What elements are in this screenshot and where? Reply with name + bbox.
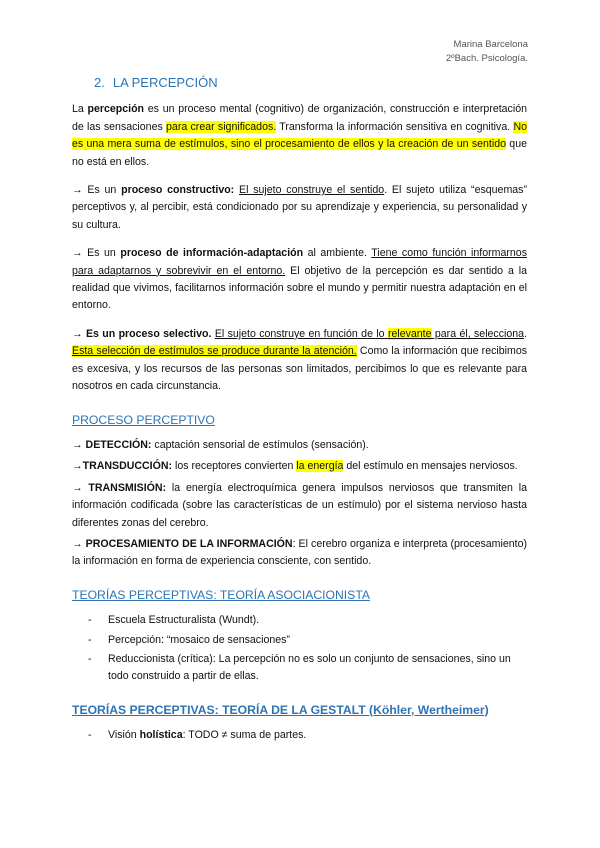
paragraph-text: → Es un: [72, 247, 121, 260]
selective-paragraph: [72, 326, 527, 396]
section-title-text: LA PERCEPCIÓN: [112, 75, 218, 90]
paragraph-term: → Es un proceso selectivo.: [72, 327, 212, 340]
dash-bullet: -: [88, 633, 92, 646]
list-item: [72, 632, 527, 649]
intro-term: percepción: [87, 103, 145, 116]
dash-bullet: -: [88, 614, 92, 627]
step-label: →TRANSDUCCIÓN:: [72, 460, 173, 473]
dash-bullet: -: [88, 652, 92, 665]
course-name: 2ºBach. Psicología.: [445, 53, 528, 64]
paragraph-underline: Tiene como función informarnos para adaptarnos y sobrevivir en el entorno.: [72, 247, 527, 277]
gestalt-heading: TEORÍAS PERCEPTIVAS: TEORÍA DE LA GESTALT (Köhler, Wertheimer): [72, 702, 489, 717]
intro-text: Transforma la información sensitiva en cognitiva.: [276, 120, 514, 133]
step-highlight: la energía: [296, 460, 344, 473]
document-body: [72, 74, 527, 751]
paragraph-underline: El sujeto construye el sentido: [239, 184, 385, 197]
step-label: → DETECCIÓN:: [72, 438, 152, 451]
intro-highlight: sentido: [471, 138, 506, 151]
paragraph-text: → Es un: [72, 184, 122, 197]
step-deteccion: [72, 437, 527, 454]
step-transmision: [72, 480, 527, 532]
step-procesamiento: [72, 536, 527, 571]
list-item-text: Escuela Estructuralista (Wundt).: [108, 614, 260, 627]
list-item-text: : TODO ≠ suma de partes.: [182, 729, 307, 742]
intro-paragraph: [72, 101, 527, 171]
page-header: [446, 38, 528, 66]
paragraph-text: Como la información que recibimos es excesiva, y los recursos de las personas son limitados, percibimos lo que es relevante para nosotros en cada circunstancia.: [72, 345, 528, 393]
list-item-text: Reduccionista (crítica): La percepción no es solo un conjunto de sensaciones, sino un todo construido a partir de ellas.: [108, 652, 511, 683]
paragraph-underline: para él, selecciona: [431, 327, 525, 340]
intro-highlight: para crear significados.: [166, 120, 277, 133]
asociacionista-list: [72, 612, 527, 686]
paragraph-text: El objetivo de la percepción es dar sentido a la realidad que vivimos, facilitarnos información sobre el mundo y permitir nuestra adaptación en el entorno.: [72, 264, 527, 312]
paragraph-highlight: Esta selección de estímulos se produce durante la atención.: [72, 345, 357, 358]
list-item-term: holística: [139, 729, 183, 742]
paragraph-text: al ambiente.: [303, 247, 372, 260]
intro-text: que no está en ellos.: [72, 138, 527, 168]
paragraph-text: . El sujeto utiliza “esquemas” perceptivos y, al percibir, está condicionado por su aprendizaje y experiencia, su personalidad y su cultura.: [72, 184, 527, 231]
step-text: : El cerebro organiza e interpreta (procesamiento) la información en forma de experiencia consciente, con sentido.: [72, 537, 527, 568]
step-label: → TRANSMISIÓN:: [72, 481, 167, 494]
list-item: [72, 612, 527, 629]
section-number: 2.: [94, 75, 105, 90]
list-item: [72, 727, 527, 744]
paragraph-text: .: [524, 327, 528, 340]
step-text: captación sensorial de estímulos (sensación).: [151, 438, 369, 451]
intro-text: es un proceso mental (cognitivo) de organización, construcción e interpretación de las sensaciones: [72, 103, 527, 133]
proceso-heading: PROCESO PERCEPTIVO: [72, 412, 215, 427]
constructive-paragraph: [72, 182, 527, 234]
step-transduccion: [72, 458, 527, 475]
asociacionista-heading: TEORÍAS PERCEPTIVAS: TEORÍA ASOCIACIONISTA: [72, 587, 370, 602]
paragraph-highlight: relevante: [387, 327, 432, 340]
paragraph-underline: El sujeto construye en función de lo: [214, 327, 388, 340]
list-item: [72, 651, 527, 686]
list-item-text: Percepción: “mosaico de sensaciones”: [108, 633, 290, 646]
proceso-list: [72, 437, 527, 571]
dash-bullet: -: [88, 729, 92, 742]
author-name: Marina Barcelona: [453, 39, 528, 50]
list-item-text: Visión: [108, 729, 140, 742]
step-label: → PROCESAMIENTO DE LA INFORMACIÓN: [72, 537, 293, 550]
intro-highlight: de ellos y la creación de un: [334, 138, 472, 151]
step-text: los receptores convierten: [172, 460, 297, 473]
paragraph-term: proceso de información-adaptación: [120, 247, 304, 260]
intro-highlight: No es una mera suma de estímulos, sino el: [72, 120, 527, 151]
paragraph-term: proceso constructivo:: [121, 184, 235, 197]
gestalt-list: [72, 727, 527, 744]
intro-highlight: procesamiento: [265, 138, 335, 151]
adaptation-paragraph: [72, 245, 527, 315]
section-title: [94, 74, 527, 91]
step-text: la energía electroquímica genera impulsos nerviosos que transmiten la información codificada (sobre las características de un estímulo) por el sistema nervioso hasta diferentes zonas del cerebro.: [72, 481, 527, 529]
step-text: del estímulo en mensajes nerviosos.: [343, 460, 518, 473]
intro-text: La: [72, 103, 88, 116]
